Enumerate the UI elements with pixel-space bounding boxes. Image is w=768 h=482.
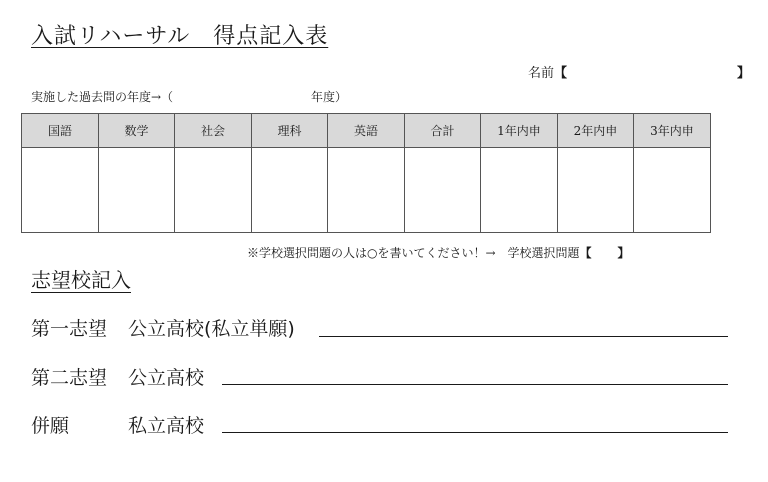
- year-suffix: 年度）: [311, 90, 348, 104]
- backup-choice-row: [31, 411, 204, 438]
- second-choice-school: 公立高校: [128, 367, 205, 389]
- name-bracket-close: 】: [737, 66, 751, 81]
- header-japanese: 国語: [22, 114, 99, 148]
- name-label: 名前: [528, 66, 555, 81]
- score-cell-science[interactable]: [252, 148, 328, 233]
- score-cell-japanese[interactable]: [22, 148, 99, 233]
- score-table: [21, 113, 711, 233]
- first-choice-row: [31, 314, 295, 341]
- name-field[interactable]: [528, 62, 567, 81]
- score-cell-grade3-report[interactable]: [634, 148, 711, 233]
- score-table-header-row: [22, 114, 711, 148]
- score-cell-total[interactable]: [405, 148, 481, 233]
- score-cell-social[interactable]: [175, 148, 252, 233]
- selection-bracket-close: 】: [617, 246, 630, 260]
- header-english: 英語: [328, 114, 405, 148]
- selection-note-text: ※学校選択問題の人は○を書いてください！→ 学校選択問題: [247, 246, 580, 260]
- backup-choice-school: 私立高校: [128, 415, 205, 437]
- header-grade1-report: 1年内申: [481, 114, 558, 148]
- page-title: 入試リハーサル 得点記入表: [31, 24, 329, 49]
- backup-choice-line[interactable]: [222, 432, 728, 433]
- backup-choice-label: 併願: [31, 415, 70, 437]
- selection-note: [247, 244, 630, 261]
- score-cell-grade2-report[interactable]: [558, 148, 634, 233]
- selection-bracket-open: 【: [579, 246, 592, 260]
- header-grade3-report: 3年内申: [634, 114, 711, 148]
- year-field[interactable]: 実施した過去問の年度→（: [31, 90, 174, 104]
- score-cell-english[interactable]: [328, 148, 405, 233]
- name-bracket-open: 【: [554, 66, 568, 81]
- second-choice-line[interactable]: [222, 384, 728, 385]
- header-science: 理科: [252, 114, 328, 148]
- header-math: 数学: [99, 114, 175, 148]
- score-cell-grade1-report[interactable]: [481, 148, 558, 233]
- header-social: 社会: [175, 114, 252, 148]
- second-choice-label: 第二志望: [31, 367, 108, 389]
- first-choice-school: 公立高校(私立単願): [128, 318, 295, 340]
- header-grade2-report: 2年内申: [558, 114, 634, 148]
- score-entry-row: [22, 148, 711, 233]
- score-cell-math[interactable]: [99, 148, 175, 233]
- first-choice-label: 第一志望: [31, 318, 108, 340]
- first-choice-line[interactable]: [319, 336, 728, 337]
- aspiration-section-title: 志望校記入: [31, 268, 131, 292]
- second-choice-row: [31, 363, 204, 390]
- header-total: 合計: [405, 114, 481, 148]
